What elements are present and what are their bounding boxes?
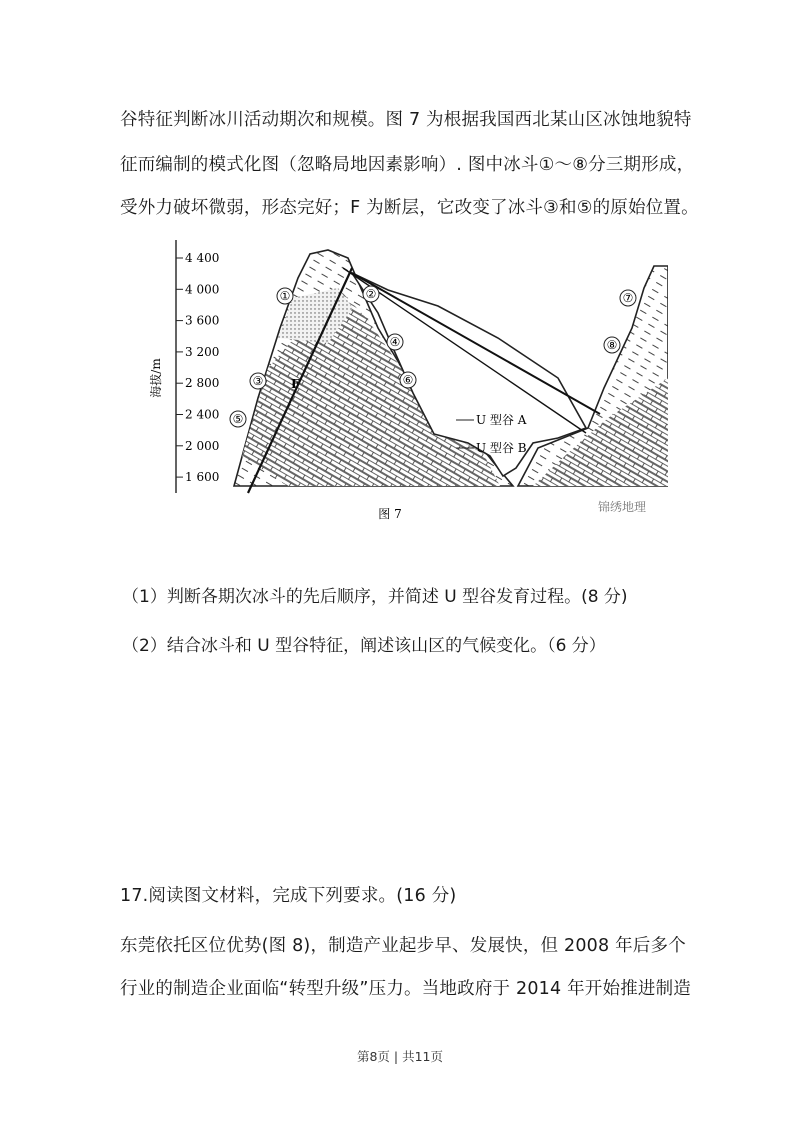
cirque-4-label: ④ xyxy=(389,335,401,349)
cirque-1-label: ① xyxy=(279,289,291,303)
cirque-2-label: ② xyxy=(365,287,377,301)
cirque-6-label: ⑥ xyxy=(402,373,414,387)
y-tick-label: 3 600 xyxy=(185,313,220,328)
figure-caption: 图 7 xyxy=(378,507,402,521)
y-tick-label: 3 200 xyxy=(185,344,220,359)
y-tick-label: 2 400 xyxy=(185,407,220,422)
q17-title: 17.阅读图文材料，完成下列要求。(16 分) xyxy=(120,886,457,906)
y-tick-label: 1 600 xyxy=(185,470,220,485)
cirque-5-label: ⑤ xyxy=(232,412,244,426)
cirque-3-label: ③ xyxy=(252,374,264,388)
y-axis-ticks xyxy=(176,251,219,484)
glacial-landform-figure xyxy=(138,228,668,528)
cirque-7-label: ⑦ xyxy=(622,291,634,305)
y-tick-label: 2 800 xyxy=(185,376,220,391)
y-tick-label: 4 400 xyxy=(185,251,220,265)
fault-label: F xyxy=(291,377,300,391)
paragraph-line-2: 征而编制的模式化图（忽略局地因素影响）. 图中冰斗①～⑧分三期形成， xyxy=(120,155,695,175)
q17-line-1: 东莞依托区位优势(图 8)，制造产业起步早、发展快，但 2008 年后多个 xyxy=(120,936,686,956)
y-tick-label: 4 000 xyxy=(185,282,220,297)
valley-b-label: U 型谷 B xyxy=(476,441,527,455)
paragraph-line-1: 谷特征判断冰川活动期次和规模。图 7 为根据我国西北某山区冰蚀地貌特 xyxy=(120,110,692,130)
y-tick-label: 2 000 xyxy=(185,438,220,453)
page-footer: 第8页 | 共11页 xyxy=(356,1049,444,1064)
valley-a-label: U 型谷 A xyxy=(476,413,527,427)
q17-line-2: 行业的制造企业面临“转型升级”压力。当地政府于 2014 年开始推进制造 xyxy=(120,979,691,999)
question-2: （2）结合冰斗和 U 型谷特征，阐述该山区的气候变化。（6 分） xyxy=(122,636,606,656)
watermark: 锦绣地理 xyxy=(598,500,647,514)
paragraph-line-3: 受外力破坏微弱，形态完好；F 为断层，它改变了冰斗③和⑤的原始位置。 xyxy=(120,198,699,218)
cirque-8-label: ⑧ xyxy=(606,338,618,352)
question-1: （1）判断各期次冰斗的先后顺序，并简述 U 型谷发育过程。(8 分) xyxy=(122,587,628,607)
y-axis-label: 海拔/m xyxy=(149,358,163,398)
